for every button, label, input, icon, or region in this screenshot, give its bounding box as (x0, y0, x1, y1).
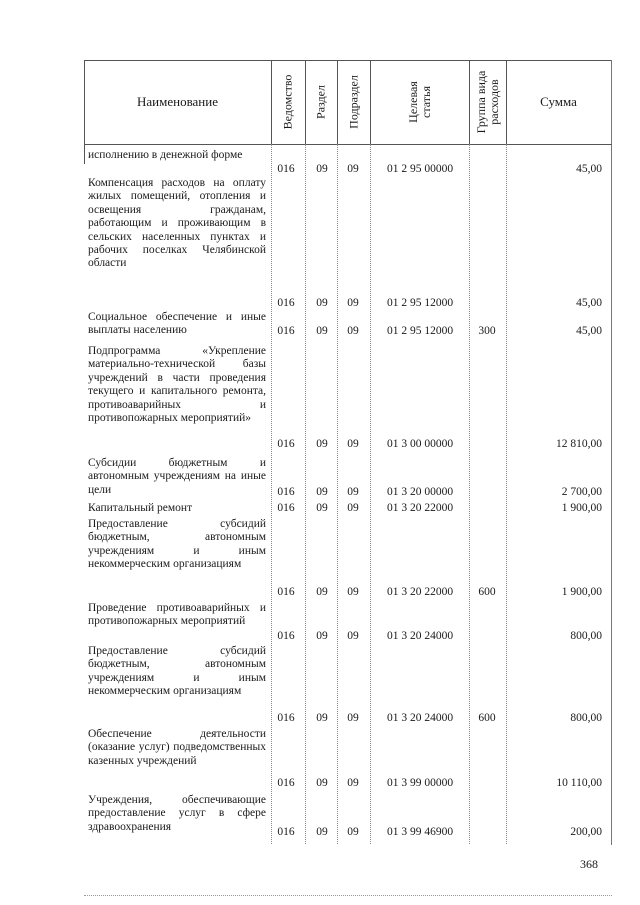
row-ved: 016 (277, 297, 295, 309)
header-name-label: Наименование (137, 94, 218, 109)
row-celevaya-statya: 01 3 99 46900 (386, 826, 454, 838)
row-summa: 1 900,00 (561, 502, 602, 514)
row-razdel: 09 (316, 630, 328, 642)
row-name: Компенсация расходов на оплату жилых помещений, отопления и освещения гражданам, работающим и проживающим в сельских населенных пунктах и рабочих поселках Челябинской области (88, 177, 266, 270)
row-podrazdel: 09 (347, 163, 359, 175)
header-ved-label: Ведомство (280, 74, 295, 130)
body-col-line (370, 144, 371, 844)
row-ved: 016 (277, 826, 295, 838)
table-right-border (611, 60, 612, 845)
row-ved: 016 (277, 325, 295, 337)
row-name: Проведение противоаварийных и противопожарных мероприятий (88, 602, 266, 628)
header-gruppa-label (475, 71, 501, 134)
row-summa: 800,00 (570, 712, 602, 724)
row-gruppa: 300 (478, 325, 496, 337)
row-name: Предоставление субсидий бюджетным, автономным учреждениям и иным некоммерческим организациям (88, 645, 266, 698)
row-summa: 200,00 (570, 826, 602, 838)
row-podrazdel: 09 (347, 438, 359, 450)
row-podrazdel: 09 (347, 826, 359, 838)
body-col-line (305, 144, 306, 844)
row-name: исполнению в денежной форме (88, 149, 243, 161)
header-razdel (305, 60, 337, 144)
row-ved: 016 (277, 586, 295, 598)
row-summa: 12 810,00 (556, 438, 602, 450)
header-cs-line1: Целевая (405, 81, 420, 123)
row-gruppa: 600 (478, 586, 496, 598)
header-celevaya-statya-label (407, 81, 433, 123)
row-name: Подпрограмма «Укрепление материально-технической базы учреждений в части проведения текущего и капитального ремонта, противоаварийных и противопожарных мероприятий» (88, 345, 266, 425)
row-podrazdel: 09 (347, 712, 359, 724)
row-name: Социальное обеспечение и иные выплаты населению (88, 311, 266, 337)
row-razdel: 09 (316, 486, 328, 498)
row-ved: 016 (277, 630, 295, 642)
row-summa: 10 110,00 (556, 777, 602, 789)
row-summa: 45,00 (576, 325, 602, 337)
row-podrazdel: 09 (347, 297, 359, 309)
row-celevaya-statya: 01 3 20 24000 (386, 712, 454, 724)
row-podrazdel: 09 (347, 630, 359, 642)
row-celevaya-statya: 01 2 95 00000 (386, 163, 454, 175)
row-ved: 016 (277, 438, 295, 450)
header-cs-line2: статья (418, 86, 433, 118)
row-celevaya-statya: 01 3 20 00000 (386, 486, 454, 498)
header-podrazdel-label: Подраздел (346, 75, 360, 129)
header-bottom-border (84, 144, 612, 145)
row-name: Субсидии бюджетным и автономным учреждениям на иные цели (88, 457, 266, 496)
row-celevaya-statya: 01 3 99 00000 (386, 777, 454, 789)
header-podrazdel (337, 60, 370, 144)
header-razdel-label: Раздел (313, 85, 328, 119)
row-ved: 016 (277, 712, 295, 724)
row-razdel: 09 (316, 163, 328, 175)
row-razdel: 09 (316, 297, 328, 309)
row-summa: 1 900,00 (561, 586, 602, 598)
row-ved: 016 (277, 777, 295, 789)
header-grp-line1: Группа вида (473, 70, 488, 134)
header-summa-label: Сумма (540, 94, 577, 109)
row-summa: 2 700,00 (561, 486, 602, 498)
row-podrazdel: 09 (347, 486, 359, 498)
body-left-line (84, 144, 85, 164)
row-razdel: 09 (316, 826, 328, 838)
row-name: Обеспечение деятельности (оказание услуг) подведомственных казенных учреждений (88, 728, 266, 767)
row-razdel: 09 (316, 712, 328, 724)
row-podrazdel: 09 (347, 502, 359, 514)
row-podrazdel: 09 (347, 325, 359, 337)
header-name (84, 60, 271, 144)
row-razdel: 09 (316, 777, 328, 789)
row-gruppa: 600 (478, 712, 496, 724)
row-name: Учреждения, обеспечивающие предоставление услуг в сфере здравоохранения (88, 794, 266, 833)
row-ved: 016 (277, 163, 295, 175)
page-number: 368 (580, 857, 598, 871)
row-celevaya-statya: 01 2 95 12000 (386, 297, 454, 309)
row-summa: 45,00 (576, 163, 602, 175)
body-col-line (469, 144, 470, 844)
header-ved (271, 60, 305, 144)
header-gruppa (469, 60, 506, 144)
row-razdel: 09 (316, 438, 328, 450)
row-podrazdel: 09 (347, 777, 359, 789)
row-celevaya-statya: 01 3 20 22000 (386, 502, 454, 514)
header-summa (506, 60, 611, 144)
row-name: Капитальный ремонт (88, 502, 193, 514)
row-name: Предоставление субсидий бюджетным, автономным учреждениям и иным некоммерческим организациям (88, 518, 266, 571)
bottom-rule (84, 895, 612, 896)
row-razdel: 09 (316, 502, 328, 514)
row-celevaya-statya: 01 3 00 00000 (386, 438, 454, 450)
row-celevaya-statya: 01 3 20 24000 (386, 630, 454, 642)
header-celevaya-statya (370, 60, 469, 144)
row-ved: 016 (277, 486, 295, 498)
row-ved: 016 (277, 502, 295, 514)
header-grp-line2: расходов (486, 79, 501, 125)
row-razdel: 09 (316, 586, 328, 598)
row-podrazdel: 09 (347, 586, 359, 598)
row-summa: 800,00 (570, 630, 602, 642)
row-celevaya-statya: 01 2 95 12000 (386, 325, 454, 337)
row-summa: 45,00 (576, 297, 602, 309)
row-razdel: 09 (316, 325, 328, 337)
row-celevaya-statya: 01 3 20 22000 (386, 586, 454, 598)
